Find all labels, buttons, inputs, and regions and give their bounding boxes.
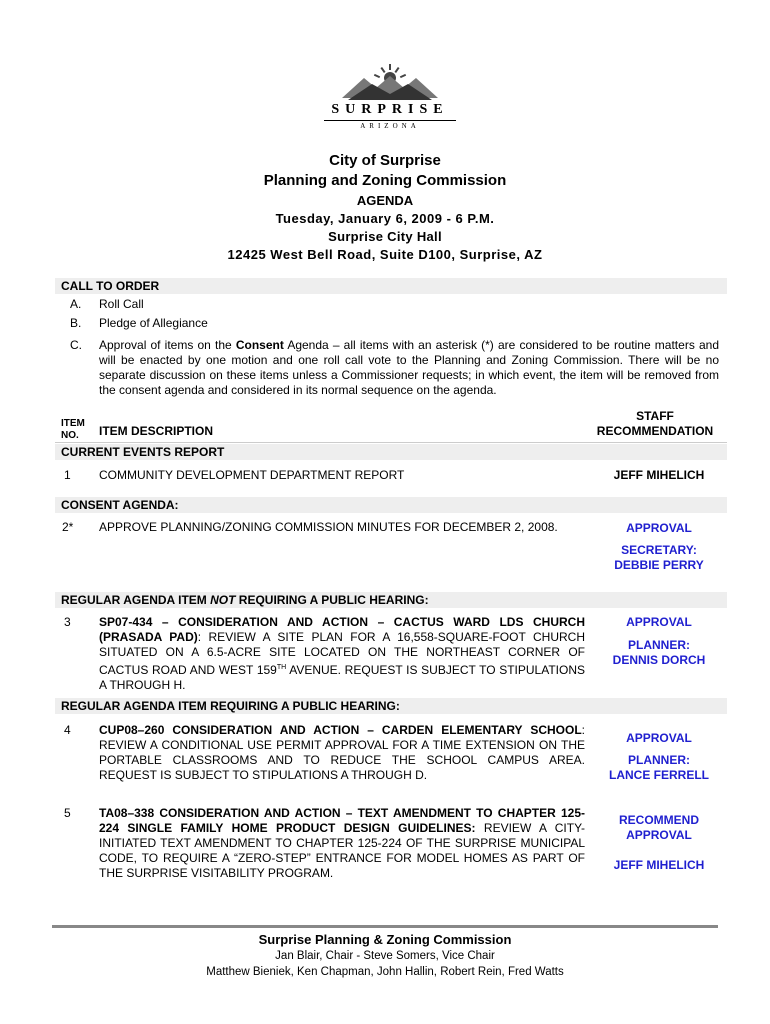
call-to-order-heading: CALL TO ORDER xyxy=(55,278,727,294)
city-title: City of Surprise xyxy=(329,152,441,169)
staff-recommendation-header: STAFF RECOMMENDATION xyxy=(596,409,714,438)
item-description: CUP08–260 CONSIDERATION AND ACTION – CARDEN ELEMENTARY SCHOOL: REVIEW A CONDITIONAL USE PERMIT APPROVAL FOR A TIME EXTENSION ON THE PORTABLE CLASSROOMS AND TO REDUCE THE SCHOOL CAMPUS AREA. REQUEST IS SUBJECT TO STIPULATIONS A THROUGH D. xyxy=(99,723,585,782)
commission-title: Planning and Zoning Commission xyxy=(263,172,507,189)
staff-name: JEFF MIHELICH xyxy=(613,468,705,482)
recommendation: APPROVAL xyxy=(626,521,692,535)
recommendation: APPROVAL xyxy=(626,615,692,629)
item-number: 1 xyxy=(64,468,71,482)
item-description: APPROVE PLANNING/ZONING COMMISSION MINUTES FOR DECEMBER 2, 2008. xyxy=(99,520,558,534)
footer-chairs: Jan Blair, Chair - Steve Somers, Vice Chair xyxy=(275,950,495,962)
list-item: Pledge of Allegiance xyxy=(99,316,208,330)
item-description: SP07-434 – CONSIDERATION AND ACTION – CACTUS WARD LDS CHURCH (PRASADA PAD): REVIEW A SITE PLAN FOR A 16,558-SQUARE-FOOT CHURCH SITUATED ON A 6.5-ACRE SITE LOCATED ON THE NORTHEAST CORNER OF CACTUS ROAD AND WEST 159TH AVENUE. REQUEST IS SUBJECT TO STIPULATIONS A THROUGH H. xyxy=(99,615,585,692)
item-number-header: ITEM NO. xyxy=(61,418,85,441)
list-letter: A. xyxy=(70,297,82,311)
logo-divider xyxy=(324,120,456,121)
consent-explanation: Approval of items on the Consent Agenda – all items with an asterisk (*) are considered to be routine matters and will be enacted by one motion and one roll call vote to the Planning and Zoning Commission. There will be no separate discussion on these items unless a Commissioner requests; in which event, the item will be removed from the consent agenda and considered in its normal sequence on the agenda. xyxy=(99,338,719,397)
mountain-sun-icon xyxy=(342,64,438,102)
meeting-date: Tuesday, January 6, 2009 - 6 P.M. xyxy=(275,211,495,226)
item-description: COMMUNITY DEVELOPMENT DEPARTMENT REPORT xyxy=(99,468,405,482)
footer-members: Matthew Bieniek, Ken Chapman, John Hallin, Robert Rein, Fred Watts xyxy=(206,966,564,978)
logo-wordmark: SURPRISE xyxy=(331,102,449,117)
recommendation: APPROVAL xyxy=(626,731,692,745)
surprise-logo xyxy=(320,64,460,134)
item-number: 5 xyxy=(64,806,71,820)
footer-divider xyxy=(52,925,718,928)
staff-name: SECRETARY: DEBBIE PERRY xyxy=(614,543,704,572)
regular-hearing-heading: REGULAR AGENDA ITEM REQUIRING A PUBLIC HEARING: xyxy=(55,698,727,714)
divider xyxy=(55,442,727,443)
item-number: 4 xyxy=(64,723,71,737)
regular-no-hearing-heading: REGULAR AGENDA ITEM NOT REQUIRING A PUBLIC HEARING: xyxy=(55,592,727,608)
logo-subtitle: ARIZONA xyxy=(360,122,420,130)
list-letter: B. xyxy=(70,316,82,330)
item-number: 2* xyxy=(62,520,74,534)
meeting-address: 12425 West Bell Road, Suite D100, Surprise, AZ xyxy=(227,247,543,262)
recommendation: RECOMMEND APPROVAL xyxy=(619,813,699,842)
footer-title: Surprise Planning & Zoning Commission xyxy=(258,932,512,947)
item-description: TA08–338 CONSIDERATION AND ACTION – TEXT AMENDMENT TO CHAPTER 125-224 SINGLE FAMILY HOME PRODUCT DESIGN GUIDELINES: REVIEW A CITY-INITIATED TEXT AMENDMENT TO CHAPTER 125-224 OF THE SURPRISE MUNICIPAL CODE, TO REQUIRE A “ZERO-STEP” ENTRANCE FOR MODEL HOMES AS PART OF THE SURPRISE VISITABILITY PROGRAM. xyxy=(99,806,585,880)
consent-agenda-heading: CONSENT AGENDA: xyxy=(55,497,727,513)
item-description-header: ITEM DESCRIPTION xyxy=(99,424,214,438)
meeting-venue: Surprise City Hall xyxy=(328,229,442,244)
current-events-heading: CURRENT EVENTS REPORT xyxy=(55,444,727,460)
staff-name: PLANNER: LANCE FERRELL xyxy=(609,753,709,782)
list-item: Roll Call xyxy=(99,297,144,311)
staff-name: PLANNER: DENNIS DORCH xyxy=(612,638,706,667)
agenda-title: AGENDA xyxy=(356,193,414,208)
staff-name: JEFF MIHELICH xyxy=(613,858,705,872)
item-number: 3 xyxy=(64,615,71,629)
list-letter: C. xyxy=(70,338,82,352)
